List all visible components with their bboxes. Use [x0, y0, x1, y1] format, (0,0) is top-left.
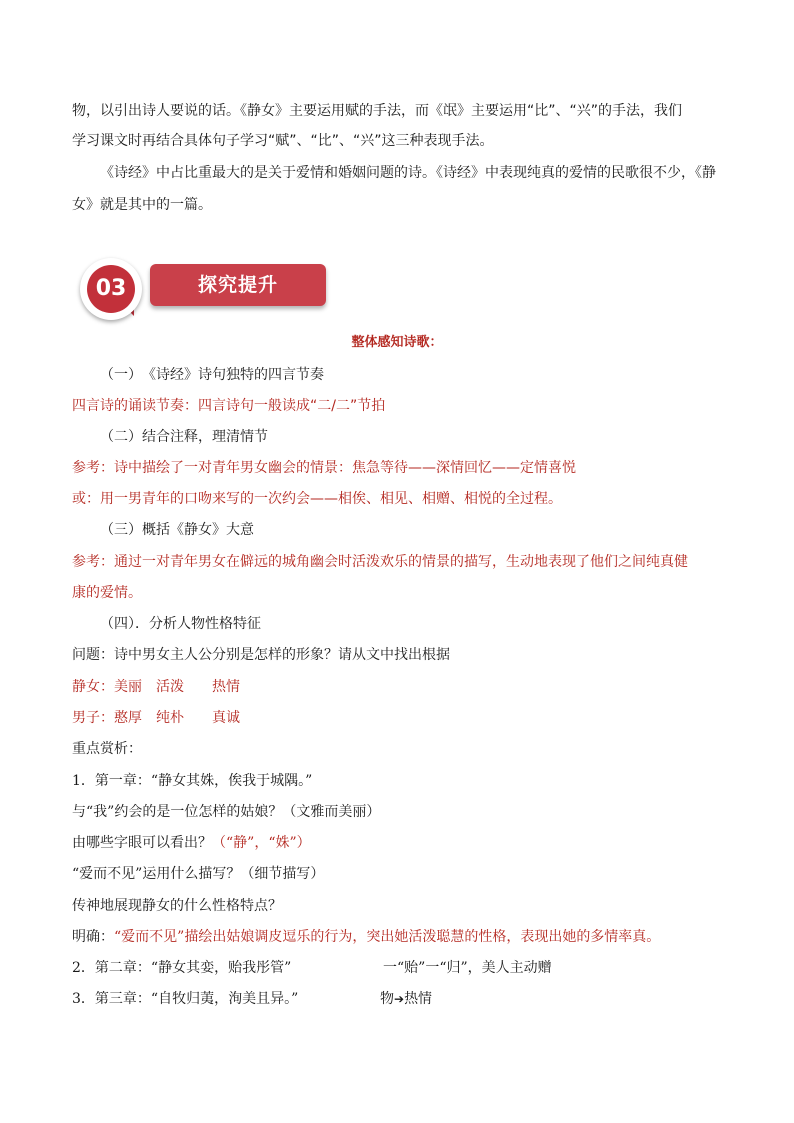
subtitle: 整体感知诗歌：: [351, 335, 443, 350]
chapter-2: 2．第二章：“静女其娈，贻我彤管”: [72, 960, 292, 976]
question-2: （二）结合注释，理清情节: [100, 429, 268, 445]
intro-paragraph-2-line-1: 《诗经》中占比重最大的是关于爱情和婚姻问题的诗。《诗经》中表现纯真的爱情的民歌很不少，《静: [100, 165, 716, 181]
intro-paragraph-1-line-1: 物，以引出诗人要说的话。《静女》主要运用赋的手法，而《氓》主要运用“比”、“兴”的手法，我们: [72, 103, 683, 119]
answer-1: 四言诗的诵读节奏：四言诗句一般读成“二/二”节拍: [72, 398, 386, 414]
question-3: （三）概括《静女》大意: [100, 522, 254, 538]
section-title: 探究提升: [150, 264, 326, 306]
chapter-1-question-3: “爱而不见”运用什么描写？（细节描写）: [72, 866, 325, 882]
intro-paragraph-1-line-2: 学习课文时再结合具体句子学习“赋”、“比”、“兴”这三种表现手法。: [72, 133, 494, 149]
chapter-1-question-2-text: 由哪些字眼可以看出？: [72, 835, 212, 851]
focus-heading: 重点赏析：: [72, 741, 142, 757]
chapter-1-answer: [72, 927, 660, 947]
section-number-badge: [80, 258, 142, 320]
chapter-3-note-a: 物: [380, 991, 394, 1007]
section-header: [76, 252, 336, 322]
chapter-1-question-2-answer: （“静”，“姝”）: [212, 835, 311, 851]
answer-2b: 或：用一男青年的口吻来写的一次约会——相俟、相见、相赠、相悦的全过程。: [72, 491, 562, 507]
chapter-3: 3．第三章：“自牧归荑，洵美且异。”: [72, 991, 299, 1007]
chapter-1-question-1: 与“我”约会的是一位怎样的姑娘？（文雅而美丽）: [72, 804, 381, 820]
answer-3-line-2: 康的爱情。: [72, 585, 142, 601]
chapter-2-note: 一“贻”一“归”，美人主动赠: [383, 960, 552, 976]
chapter-1-answer-prefix: 明确：: [72, 929, 114, 945]
right-arrow-icon: ➔: [394, 992, 405, 1006]
female-traits: 静女：美丽 活泼 热情: [72, 679, 240, 695]
chapter-3-note-b: 热情: [404, 991, 433, 1007]
answer-2a: 参考：诗中描绘了一对青年男女幽会的情景：焦急等待——深情回忆——定情喜悦: [72, 460, 576, 476]
question-4: （四）．分析人物性格特征: [100, 616, 261, 632]
section-number: 03: [87, 265, 135, 313]
chapter-1-question-4: 传神地展现静女的什么性格特点？: [72, 898, 282, 914]
question-prompt: 问题：诗中男女主人公分别是怎样的形象？请从文中找出根据: [72, 647, 450, 663]
male-traits: 男子：憨厚 纯朴 真诚: [72, 710, 240, 726]
chapter-1-question-2: [72, 833, 311, 853]
chapter-3-note: [380, 989, 432, 1009]
question-1: （一） 《诗经》诗句独特的四言节奏: [100, 367, 324, 383]
answer-3-line-1: 参考：通过一对青年男女在僻远的城角幽会时活泼欢乐的情景的描写，生动地表现了他们之间纯真健: [72, 554, 688, 570]
chapter-1-answer-text: “爱而不见”描绘出姑娘调皮逗乐的行为，突出她活泼聪慧的性格，表现出她的多情率真。: [114, 929, 661, 945]
chapter-1: 1．第一章：“静女其姝，俟我于城隅。”: [72, 773, 313, 789]
intro-paragraph-2-line-2: 女》就是其中的一篇。: [72, 197, 212, 213]
